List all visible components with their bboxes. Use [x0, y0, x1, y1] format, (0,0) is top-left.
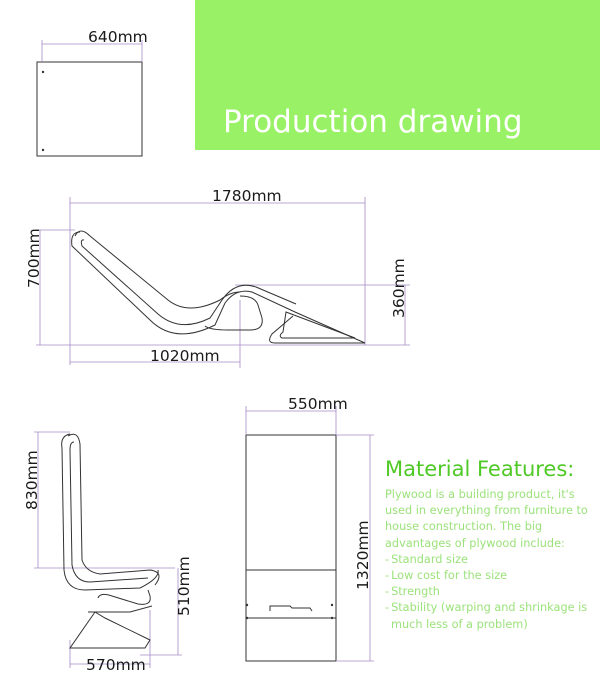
bolt-hole — [42, 71, 44, 73]
front-width-label: 570mm — [86, 656, 146, 674]
front-height-label: 830mm — [23, 450, 41, 510]
side-length-label: 1780mm — [212, 187, 282, 205]
side-base-label: 1020mm — [150, 347, 220, 365]
chair-base — [70, 606, 152, 648]
list-item: - Standard size — [385, 552, 468, 566]
list-item: - Strength — [385, 585, 440, 599]
lounger-outer-profile — [72, 232, 365, 343]
top-view-outline — [37, 62, 142, 156]
side-height-label: 700mm — [25, 228, 43, 288]
bolt-hole — [331, 604, 333, 606]
chair-seat-loop — [98, 590, 150, 604]
panel-view — [246, 395, 374, 661]
side-view — [25, 187, 410, 368]
top-width-label: 640mm — [88, 28, 148, 46]
bolt-hole — [331, 617, 333, 619]
bolt-hole — [246, 617, 248, 619]
side-rear-height-label: 360mm — [390, 258, 408, 318]
panel-height-label: 1320mm — [354, 520, 372, 590]
features-list — [385, 552, 597, 633]
chair-back-outer — [62, 434, 159, 590]
front-view — [23, 432, 193, 674]
bolt-hole — [42, 149, 44, 151]
lounger-inner-profile — [81, 240, 296, 325]
banner-title: Production drawing — [223, 104, 523, 140]
top-view — [37, 28, 148, 156]
panel-cutout — [270, 606, 312, 611]
list-item: - Stability (warping and shrinkage is much less of a problem) — [385, 601, 588, 631]
lounger-rear-support — [280, 312, 355, 338]
front-seat-height-label: 510mm — [175, 556, 193, 616]
material-features — [385, 457, 597, 633]
bolt-hole — [246, 604, 248, 606]
chair-back-inner — [70, 442, 148, 582]
chair-back-front — [68, 434, 159, 585]
lounger-backrest — [75, 231, 240, 308]
panel-outline — [246, 435, 336, 661]
features-title: Material Features: — [385, 457, 575, 481]
list-item: - Low cost for the size — [385, 569, 508, 583]
features-intro: Plywood is a building product, it's used in everything from furniture to house construction. The big advantages of plywood include: — [385, 488, 588, 550]
panel-width-label: 550mm — [288, 395, 348, 413]
